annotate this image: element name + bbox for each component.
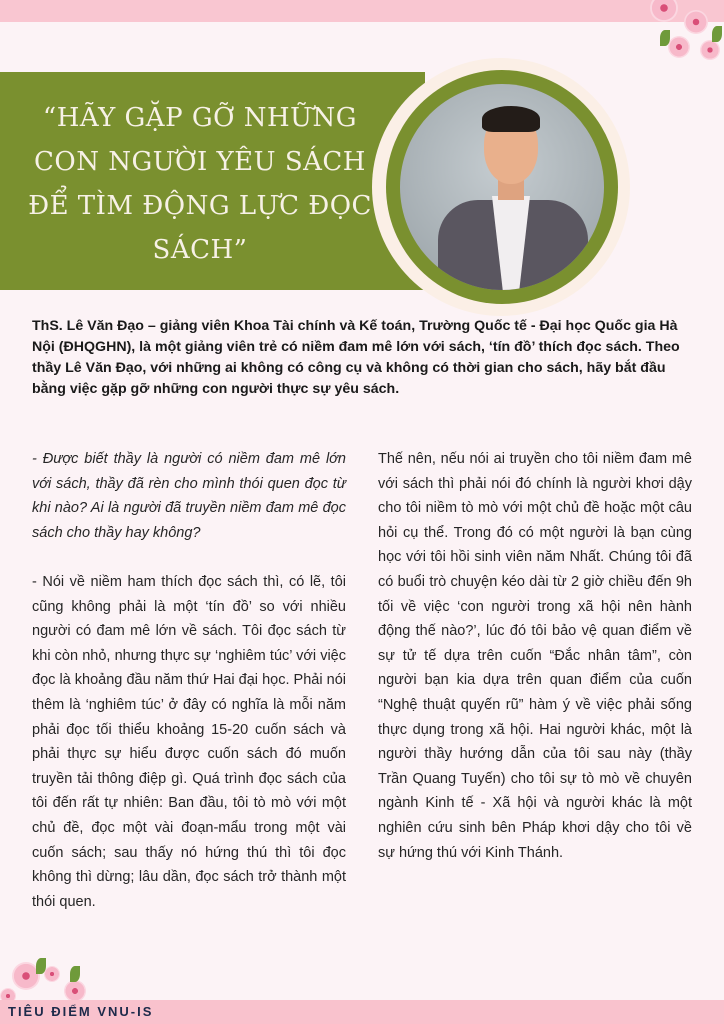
interview-answer-continued: Thế nên, nếu nói ai truyền cho tôi niềm đam mê với sách thì phải nói đó chính là người khơi dậy cho tôi niềm tò mò với một chủ đề hoặc một câu hỏi cụ thể. Trong đó có một người là bạn cùng học với tôi hồi sinh viên năm Nhất. Chúng tôi đã có buổi trò chuyện kéo dài từ 2 giờ chiều đến 9h tối về việc ‘con người trong xã hội nên hành động thế nào?’, lúc đó tôi bảo vệ quan điểm về sự tử tế dựa trên cuốn “Đắc nhân tâm”, còn người bạn kia dựa trên quan điểm của cuốn “Nghệ thuật quyến rũ” hàm ý về việc phải sống thực dụng trong xã hội. Hai người khác, một là người thầy hướng dẫn của tôi sau này (thầy Trần Quang Tuyến) cho tôi sự tò mò về chuyên ngành Kinh tế - Xã hội và người khác là một nghiên cứu sinh bên Pháp khơi dậy cho tôi về sự hứng thú với Kinh Thánh. — [378, 451, 692, 861]
interview-answer: - Nói về niềm ham thích đọc sách thì, có lẽ, tôi cũng không phải là một ‘tín đồ’ so với nhiều người có đam mê lớn về sách. Tôi đọc sách từ khi còn nhỏ, nhưng thực sự ‘nghiêm túc’ với việc đọc là khoảng đầu năm thứ Hai đại học. Phải nói thêm là ‘nghiêm túc’ ở đây có nghĩa là mỗi năm phải đọc tối thiểu khoảng 15-20 cuốn sách và phải thực sự hiểu được cuốn sách đó muốn truyền tải thông điệp gì. Quá trình đọc sách của tôi đến rất tự nhiên: Ban đầu, tôi tò mò với một chủ đề, đọc một vài đoạn-mẩu trong một vài cuốn sách; sau thấy nó hứng thú thì tôi đọc không thì dừng; lâu dần, đọc sách trở thành một thói quen. — [32, 573, 346, 910]
top-pink-bar — [0, 0, 724, 22]
headline-quote: “HÃY GẶP GỠ NHỮNG CON NGƯỜI YÊU SÁCH ĐỂ TÌM ĐỘNG LỰC ĐỌC SÁCH” — [28, 103, 372, 265]
portrait-photo — [400, 84, 604, 290]
interview-question: - Được biết thầy là người có niềm đam mê lớn với sách, thầy đã rèn cho mình thói quen đọc từ khi nào? Ai là người đã truyền niềm đam mê đọc sách cho thầy hay không? — [32, 451, 346, 541]
article-column-right — [378, 447, 692, 865]
footer-label: TIÊU ĐIỂM VNU-IS — [8, 1004, 154, 1019]
article-column-left — [32, 447, 346, 914]
footer-bar — [0, 1000, 724, 1024]
intro-paragraph: ThS. Lê Văn Đạo – giảng viên Khoa Tài chính và Kế toán, Trường Quốc tế - Đại học Quốc gia Hà Nội (ĐHQGHN), là một giảng viên trẻ có niềm đam mê lớn với sách, ‘tín đồ’ thích đọc sách. Theo thầy Lê Văn Đạo, với những ai không có công cụ và không có thời gian cho sách, hãy bắt đầu bằng việc gặp gỡ những con người thực sự yêu sách. — [32, 318, 680, 397]
